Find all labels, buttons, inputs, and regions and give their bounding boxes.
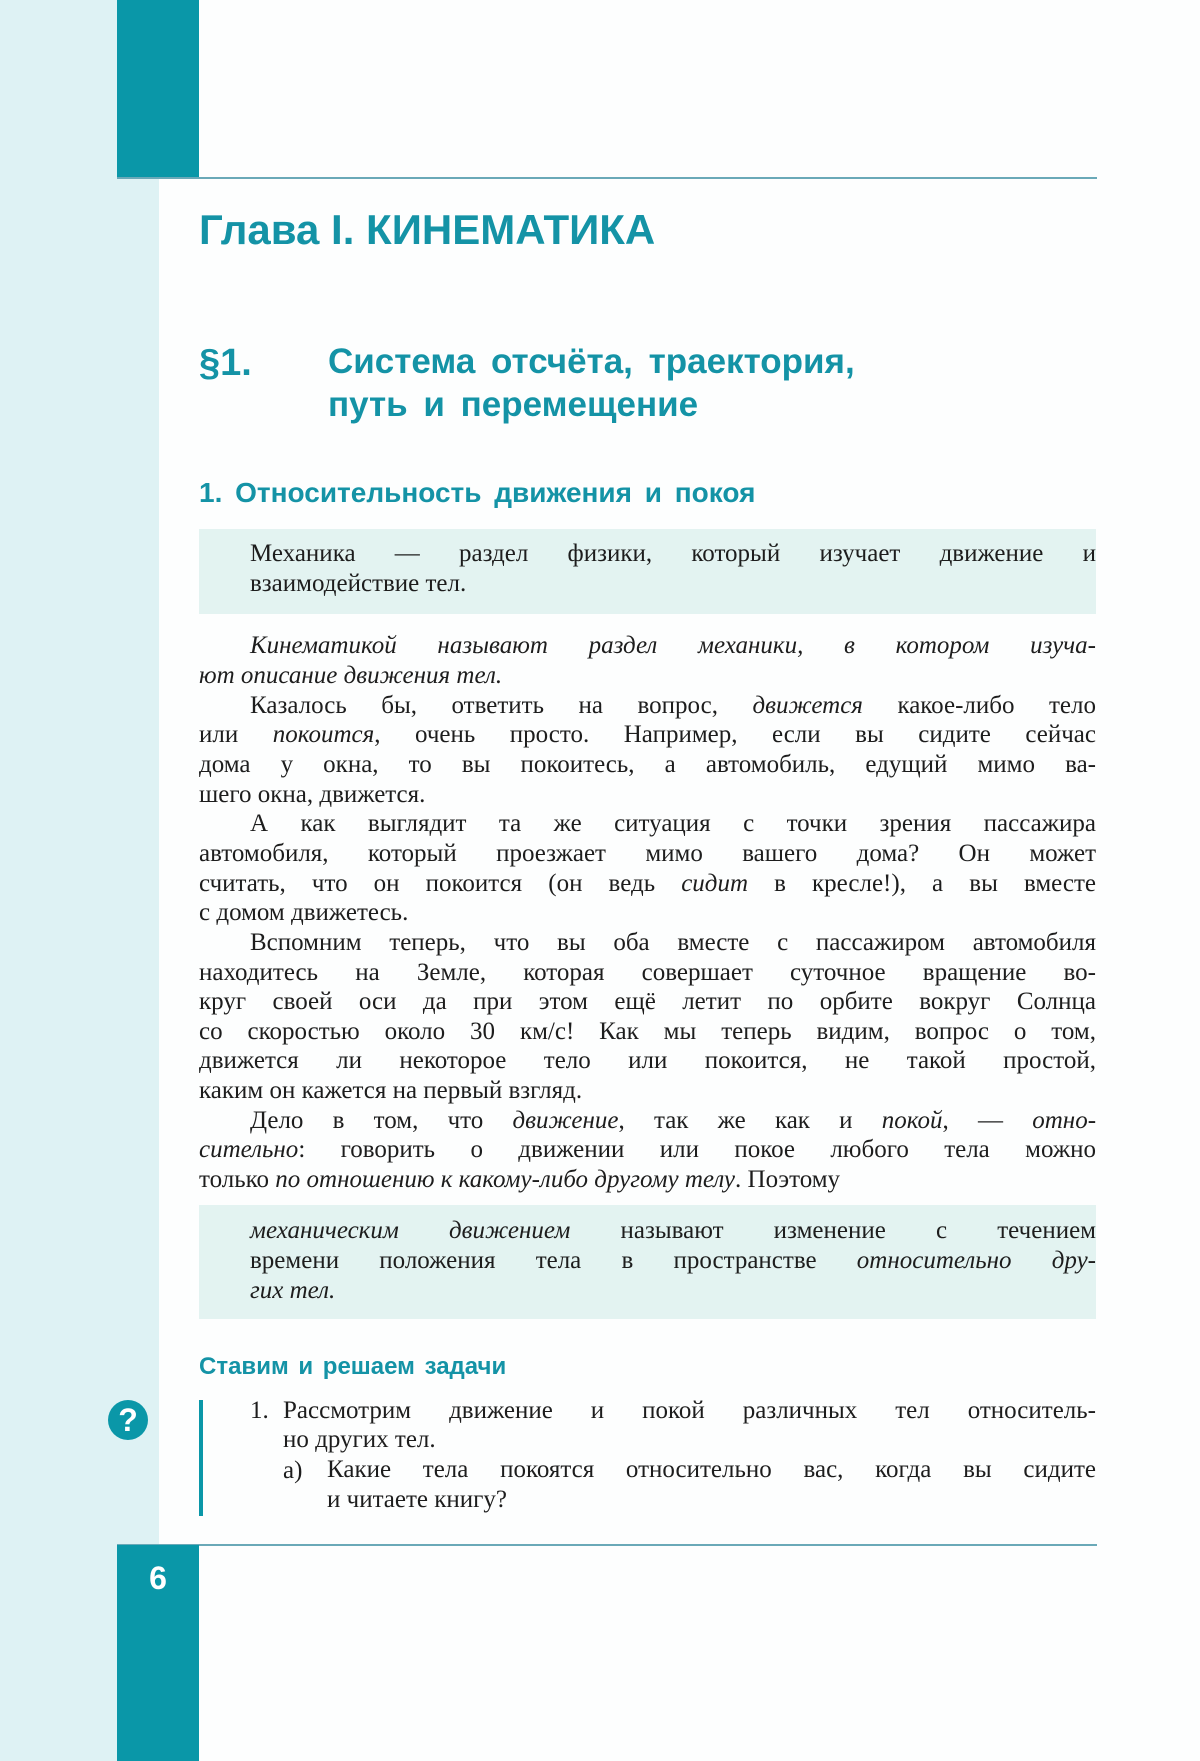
page-number: 6 [149, 1560, 167, 1596]
italic-text: сительно [199, 1136, 299, 1163]
paragraphs-line [250, 1106, 1096, 1136]
task-lines-line [327, 1485, 1096, 1515]
italic-text: покоится [272, 721, 375, 748]
italic-text: движение [512, 1107, 619, 1134]
text-segment: Рассмотрим движение и покой различных тел относитель- [283, 1397, 1096, 1424]
text-segment: Вспомним теперь, что вы оба вместе с пассажиром автомобиля [250, 929, 1096, 956]
paragraphs-line [199, 898, 1096, 928]
box2-line [250, 1276, 1096, 1306]
box2-line [250, 1246, 1096, 1276]
text-segment: только [199, 1166, 276, 1193]
text-segment: А как выглядит та же ситуация с точки зрения пассажира [250, 810, 1096, 837]
section-title-line1: Система отсчёта, траектория, [328, 342, 855, 381]
text-segment: Механика — раздел физики, который изучает движение и [250, 540, 1096, 567]
paragraphs-line [199, 987, 1096, 1017]
task-lines-line [327, 1455, 1096, 1485]
text-segment: с домом движетесь. [199, 899, 409, 926]
text-segment: , — [942, 1107, 1033, 1134]
paragraphs-line [250, 691, 1096, 721]
text-segment: взаимодействие тел. [250, 570, 467, 597]
text-segment: но других тел. [283, 1426, 436, 1453]
box1-line [250, 539, 1096, 569]
paragraphs-line [199, 750, 1096, 780]
chapter-title: Глава I. КИНЕМАТИКА [199, 206, 656, 253]
text-segment: , так же как и [618, 1107, 882, 1134]
text-segment: круг своей оси да при этом ещё летит по орбите вокруг Солнца [199, 988, 1096, 1015]
text-segment: со скоростью около 30 км/с! Как мы теперь видим, вопрос о том, [199, 1018, 1096, 1045]
text-segment: Дело в том, что [250, 1107, 513, 1134]
paragraphs-line [199, 1017, 1096, 1047]
paragraphs-line [199, 780, 1096, 810]
text-segment: Казалось бы, ответить на вопрос, [250, 692, 753, 719]
italic-text: по отношению к какому-либо другому телу [275, 1166, 736, 1193]
text-segment: автомобиля, который проезжает мимо вашего дома? Он может [199, 840, 1096, 867]
italic-text: механическим движением [250, 1217, 571, 1244]
text-segment: находитесь на Земле, которая совершает суточное вращение во- [199, 959, 1096, 986]
top-accent-bar [117, 0, 199, 178]
text-segment: , очень просто. Например, если вы сидите сейчас [374, 721, 1096, 748]
paragraphs-line [199, 1046, 1096, 1076]
task-sub-label: а) [283, 1457, 303, 1484]
italic-text: ют описание движения тел. [199, 662, 503, 689]
section-title-line2: путь и перемещение [328, 385, 699, 424]
text-segment: считать, что он покоится (он ведь [199, 870, 682, 897]
box2-line [250, 1216, 1096, 1246]
text-segment: каким он кажется на первый взгляд. [199, 1077, 583, 1104]
question-icon: ? [108, 1400, 148, 1440]
paragraphs-line [250, 928, 1096, 958]
text-segment: . Поэтому [735, 1166, 841, 1193]
text-segment: называют изменение с течением [570, 1217, 1096, 1244]
italic-text: относительно дру- [856, 1247, 1097, 1274]
text-segment: дома у окна, то вы покоитесь, а автомобиль, едущий мимо ва- [199, 751, 1096, 778]
paragraphs-line [199, 839, 1096, 869]
italic-text: покой [881, 1107, 943, 1134]
paragraphs-line [199, 958, 1096, 988]
text-segment: : говорить о движении или покое любого тела можно [298, 1136, 1096, 1163]
page-margin [0, 0, 159, 1761]
text-segment: в кресле!), а вы вместе [748, 870, 1097, 897]
text-segment: и читаете книгу? [327, 1486, 508, 1513]
text-segment: шего окна, движется. [199, 781, 426, 808]
subsection-title: 1. Относительность движения и покоя [199, 477, 756, 508]
italic-text: движется [752, 692, 863, 719]
paragraphs-line [199, 720, 1096, 750]
paragraphs-line [199, 1135, 1096, 1165]
text-segment: или [199, 721, 273, 748]
italic-text: Кинематикой называют раздел механики, в котором изуча- [250, 632, 1096, 659]
text-segment: времени положения тела в пространстве [250, 1247, 857, 1274]
paragraphs-line [250, 631, 1096, 661]
paragraphs-line [199, 1076, 1096, 1106]
italic-text: сидит [681, 870, 748, 897]
task-lines-line [283, 1425, 1096, 1455]
task-lines-line [283, 1396, 1096, 1426]
paragraphs-line [199, 869, 1096, 899]
task-number: 1. [250, 1397, 269, 1424]
bottom-rule [117, 1544, 1097, 1546]
top-rule [117, 177, 1097, 179]
text-segment: Какие тела покоятся относительно вас, когда вы сидите [327, 1456, 1096, 1483]
box1-line [250, 569, 1096, 599]
text-segment: движется ли некоторое тело или покоится, не такой простой, [199, 1047, 1096, 1074]
italic-text: отно- [1032, 1107, 1097, 1134]
paragraphs-line [250, 809, 1096, 839]
paragraphs-line [199, 1165, 1096, 1195]
tasks-heading: Ставим и решаем задачи [199, 1353, 507, 1380]
italic-text: гих тел. [250, 1277, 336, 1304]
section-number: §1. [199, 342, 252, 384]
task-margin-line [199, 1400, 203, 1516]
text-segment: какое-либо тело [862, 692, 1096, 719]
paragraphs-line [199, 661, 1096, 691]
